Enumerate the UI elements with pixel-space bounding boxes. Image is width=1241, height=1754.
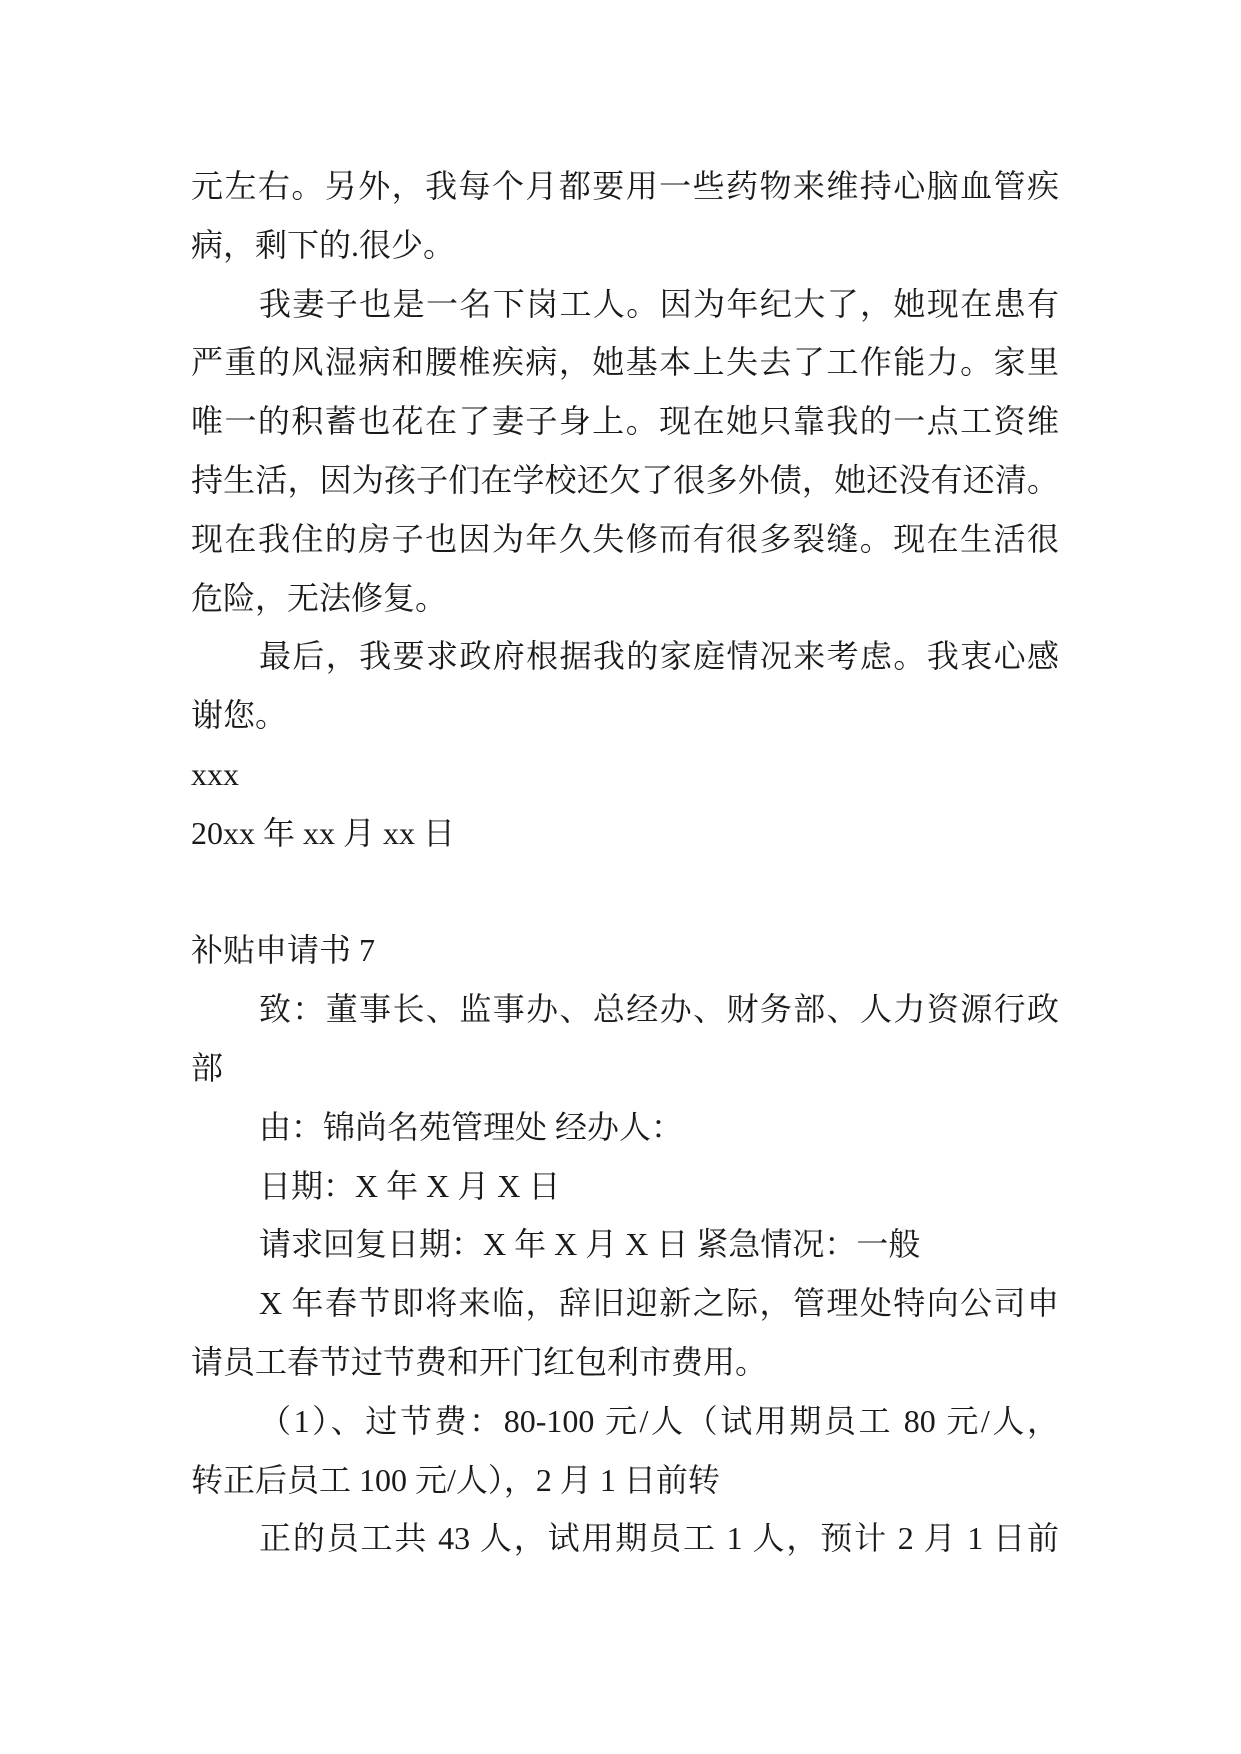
date-line: 日期：X 年 X 月 X 日 [259, 1167, 561, 1204]
reply-date-line: 请求回复日期：X 年 X 月 X 日 紧急情况：一般 [259, 1226, 921, 1263]
text-line: 请员工春节过节费和开门红包利市费用。 [191, 1343, 768, 1380]
recipients-line: 致：董事长、监事办、总经办、财务部、人力资源行政 [259, 991, 1059, 1028]
letter-body [191, 157, 1059, 863]
text-line: 现在我住的房子也因为年久失修而有很多裂缝。现在生活很 [191, 520, 1059, 557]
text-line: 部 [191, 1049, 224, 1086]
blank-line [191, 863, 1059, 922]
text-line: 唯一的积蓄也花在了妻子身上。现在她只靠我的一点工资维 [191, 403, 1059, 440]
paragraph-start-line: X 年春节即将来临，辞旧迎新之际，管理处特向公司申 [259, 1285, 1059, 1322]
text-line: 转正后员工 100 元/人），2 月 1 日前转 [191, 1461, 720, 1498]
paragraph-start-line: 正的员工共 43 人，试用期员工 1 人，预计 2 月 1 日前 [259, 1520, 1059, 1557]
paragraph-start-line: 我妻子也是一名下岗工人。因为年纪大了，她现在患有 [259, 285, 1059, 322]
paragraph-start-line: （1）、过节费：80-100 元/人（试用期员工 80 元/人， [259, 1402, 1059, 1439]
text-line: 谢您。 [191, 697, 288, 734]
text-line: 危险，无法修复。 [191, 579, 448, 616]
text-line: 严重的风湿病和腰椎疾病，她基本上失去了工作能力。家里 [191, 344, 1059, 381]
text-line: 元左右。另外，我每个月都要用一些药物来维持心脑血管疾 [191, 168, 1059, 204]
sender-line: 由：锦尚名苑管理处 经办人： [259, 1108, 684, 1145]
paragraph-start-line: 最后，我要求政府根据我的家庭情况来考虑。我衷心感 [259, 638, 1059, 675]
document-page [191, 157, 1059, 1568]
section-title: 补贴申请书 7 [191, 932, 376, 969]
letter-date: 20xx 年 xx 月 xx 日 [191, 814, 456, 851]
text-line: 持生活，因为孩子们在学校还欠了很多外债，她还没有还清。 [191, 461, 1059, 498]
text-line: 病，剩下的.很少。 [191, 226, 456, 263]
application-section [191, 921, 1059, 1568]
signature: xxx [191, 755, 239, 792]
